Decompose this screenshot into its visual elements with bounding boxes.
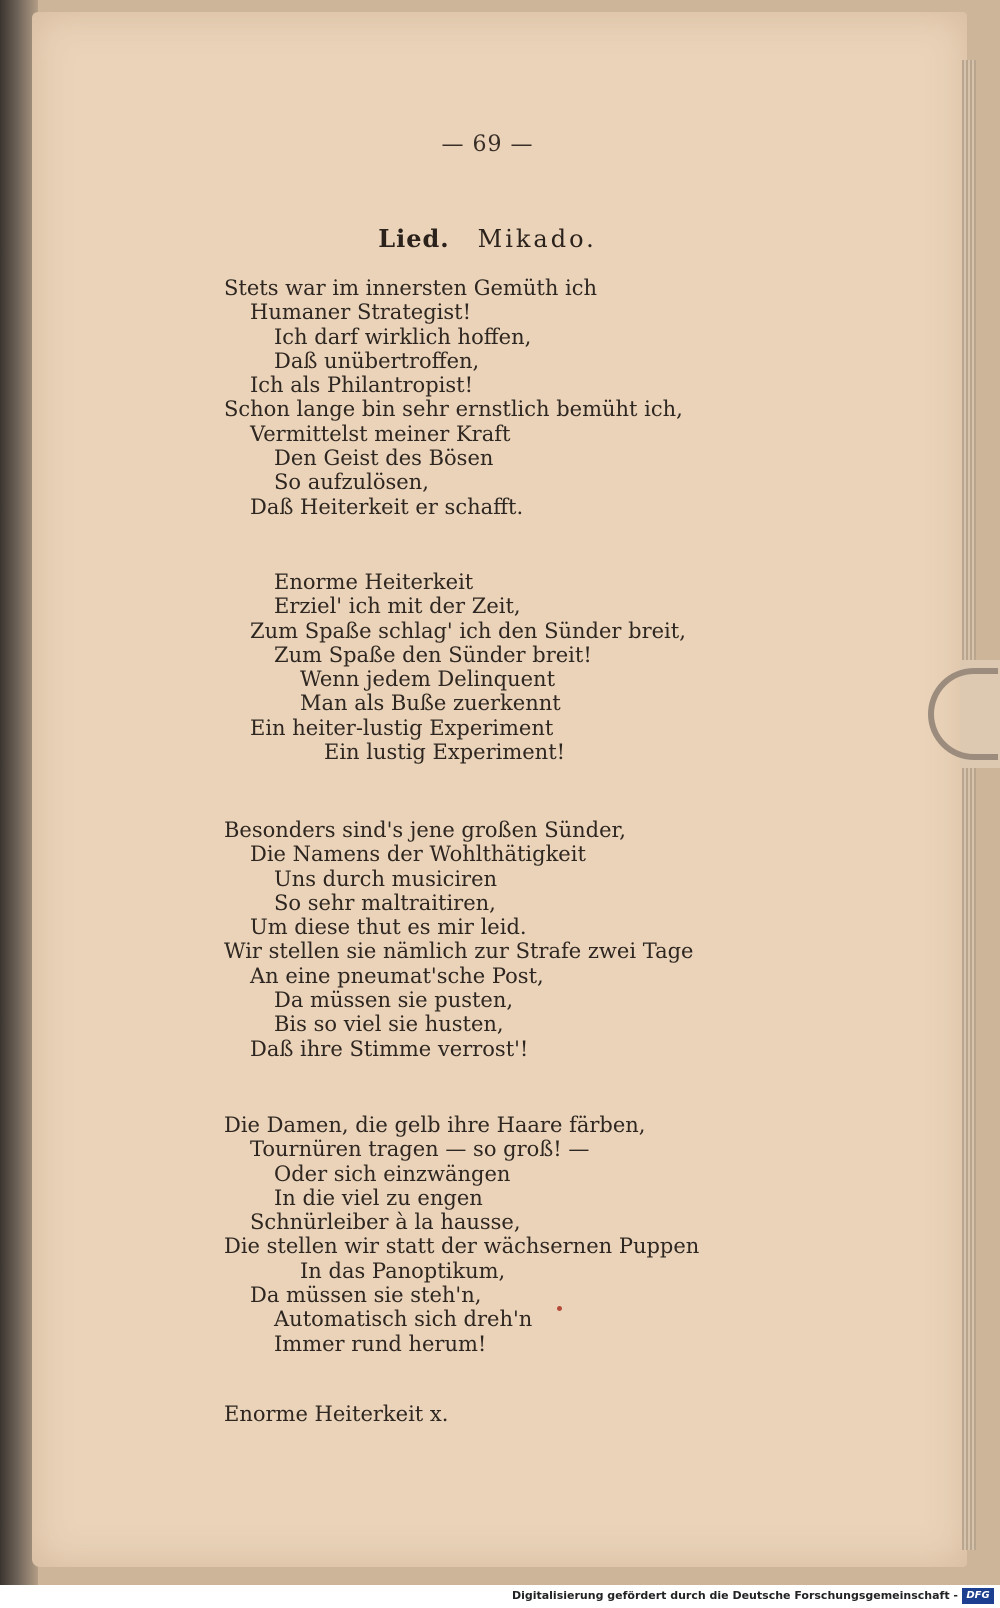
footer-credit: Digitalisierung gefördert durch die Deutsche Forschungsgemeinschaft - [511, 1589, 958, 1602]
verse-line: Man als Buße zuerkennt [300, 691, 561, 716]
verse-line: Immer rund herum! [274, 1331, 487, 1356]
verse-line: Ich darf wirklich hoffen, [274, 324, 532, 349]
verse-line: Humaner Strategist! [250, 300, 472, 325]
page-edge-strip [962, 60, 976, 1550]
verse-line: An eine pneumat'sche Post, [250, 963, 544, 988]
verse-line: Wenn jedem Delinquent [300, 667, 556, 692]
verse-line: So aufzulösen, [274, 470, 429, 495]
verse-line: Erziel' ich mit der Zeit, [274, 594, 521, 619]
verse-line: So sehr maltraitiren, [274, 890, 496, 915]
verse-line: Ein heiter-lustig Experiment [250, 715, 554, 740]
verse-line: Enorme Heiterkeit x. [224, 1402, 449, 1426]
closing-refrain [224, 1402, 448, 1426]
stanza-4 [224, 1113, 699, 1356]
verse-line: In die viel zu engen [274, 1185, 483, 1210]
digitization-footer [0, 1586, 1000, 1608]
verse-line: Daß unübertroffen, [274, 348, 480, 373]
verse-line: Da müssen sie pusten, [274, 988, 514, 1013]
verse-line: Da müssen sie steh'n, [250, 1283, 482, 1308]
verse-line: Stets war im innersten Gemüth ich [224, 276, 598, 300]
verse-line: Daß Heiterkeit er schafft. [250, 494, 524, 519]
verse-line: Wir stellen sie nämlich zur Strafe zwei Tage [224, 939, 694, 964]
stanza-2-refrain [224, 570, 686, 764]
verse-line: Vermittelst meiner Kraft [250, 421, 511, 446]
stanza-3 [224, 818, 694, 1061]
verse-line: Enorme Heiterkeit [274, 570, 474, 594]
verse-line: Die stellen wir statt der wächsernen Puppen [224, 1234, 700, 1259]
title-mikado: Mikado. [477, 225, 597, 253]
stanza-1 [224, 276, 683, 519]
verse-line: Schnürleiber à la hausse, [250, 1210, 521, 1235]
song-title [0, 224, 975, 253]
verse-line: Besonders sind's jene großen Sünder, [224, 818, 626, 842]
dfg-logo-icon: DFG [962, 1588, 994, 1604]
verse-line: Uns durch musiciren [274, 866, 498, 891]
verse-line: Schon lange bin sehr ernstlich bemüht ich, [224, 397, 683, 422]
verse-line: In das Panoptikum, [300, 1258, 506, 1283]
title-lied: Lied. [378, 224, 450, 253]
verse-line: Zum Spaße schlag' ich den Sünder breit, [250, 618, 686, 643]
verse-line: Ich als Philantropist! [250, 373, 474, 398]
verse-line: Oder sich einzwängen [274, 1161, 511, 1186]
verse-line: Bis so viel sie husten, [274, 1012, 504, 1037]
verse-line: Die Damen, die gelb ihre Haare färben, [224, 1113, 646, 1137]
verse-line: Die Namens der Wohlthätigkeit [250, 842, 586, 867]
page-number: — 69 — [441, 132, 534, 157]
verse-line: Zum Spaße den Sünder breit! [274, 642, 592, 667]
verse-line: Ein lustig Experiment! [324, 740, 566, 765]
verse-line: Daß ihre Stimme verrost'! [250, 1036, 529, 1061]
verse-line: Um diese thut es mir leid. [250, 915, 527, 940]
verse-line: Automatisch sich dreh'n [274, 1307, 533, 1332]
ink-spot [557, 1306, 562, 1311]
verse-line: Den Geist des Bösen [274, 446, 494, 471]
verse-line: Tournüren tragen — so groß! — [250, 1137, 590, 1162]
